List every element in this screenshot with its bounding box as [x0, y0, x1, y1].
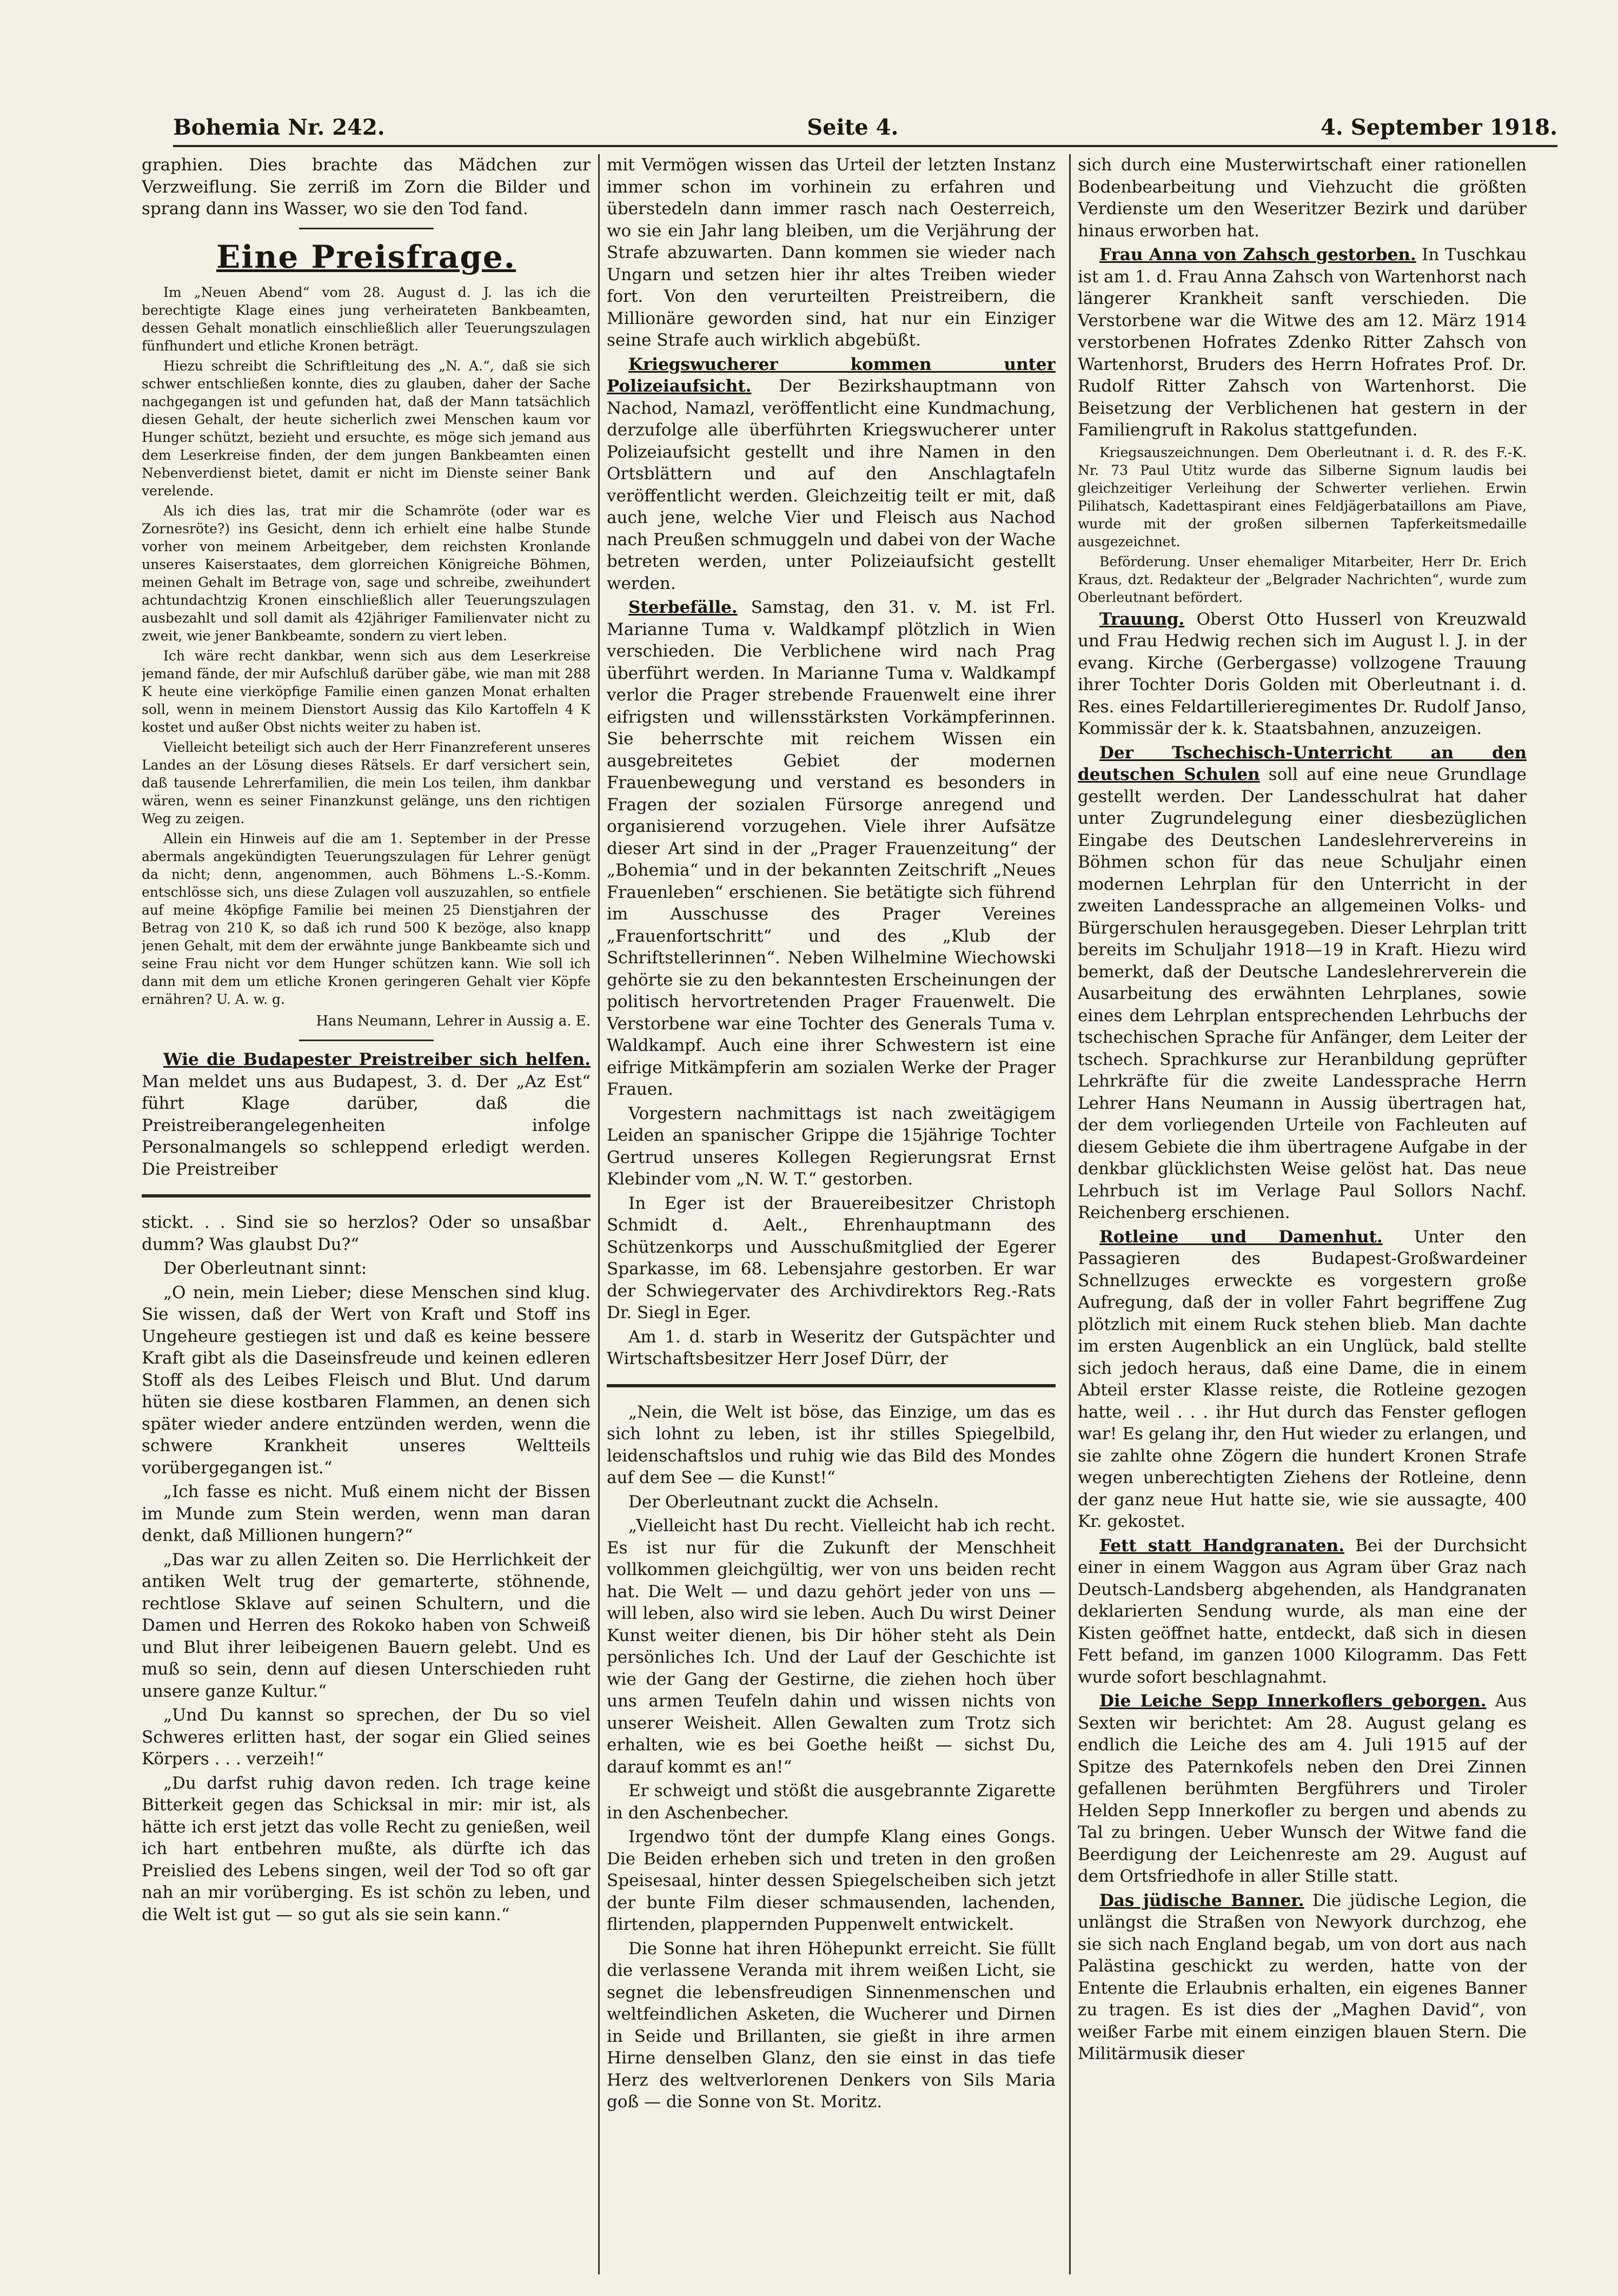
header-page-number: Seite 4.	[807, 114, 899, 140]
article-text	[607, 597, 1056, 1101]
article-text	[1078, 742, 1527, 1224]
column-rule	[1069, 154, 1071, 2274]
article-text: graphien. Dies brachte das Mädchen zur Verzweiflung. Sie zerriß im Zorn die Bilder und sprang dann ins Wasser, wo sie den Tod fand.	[142, 155, 591, 219]
article-lead: Sterbefälle.	[628, 598, 738, 617]
feuilleton-divider	[607, 1384, 1056, 1387]
article-body: Unter den Passagieren des Budapest-Großwardeiner Schnellzuges erweckte es vorgestern große Aufregung, daß der in voller Fahrt begriffene Zug plötzlich mit einem Ruck stehen blieb. Man dachte im ersten Augenblick an ein Unglück, bald stellte sich jedoch heraus, daß eine Dame, die in einem Abteil erster Klasse reiste, die Rotleine gezogen hatte, weil . . . ihr Hut durch das Fenster geflogen war! Es gelang ihr, den Hut wieder zu erlangen, und sie zahlte ohne Zögern die hundert Kronen Strafe wegen unberechtigten Ziehens der Rotleine, denn der ganz neue Hut hatte sie, wie sie aussagte, 400 Kr. gekostet.	[1078, 1227, 1527, 1531]
article-text	[1078, 1690, 1527, 1888]
article-text: Vorgestern nachmittags ist nach zweitägigem Leiden an spanischer Grippe die 15jährige Tochter Gertrud unseres Kollegen Regierungsrat Ernst Klebinder vom „N. W. T.“ gestorben.	[607, 1103, 1056, 1189]
header-date: 4. September 1918.	[1321, 114, 1557, 140]
article-body: Bei der Durchsicht einer in einem Waggon aus Agram über Graz nach Deutsch-Landsberg abgehenden, als Handgranaten deklarierten Sendung wurde, als man eine der Kisten geöffnet hatte, entdeckt, daß sich in diesen Fett befand, im ganzen 1000 Kilogramm. Das Fett wurde sofort beschlagnahmt.	[1078, 1536, 1527, 1687]
column-3	[1078, 154, 1527, 2274]
column-2	[607, 154, 1056, 2274]
column-1	[142, 154, 591, 2274]
page-header	[173, 111, 1557, 143]
article-text	[1078, 244, 1527, 441]
header-paper-issue: Bohemia Nr. 242.	[173, 114, 385, 140]
header-rule	[173, 145, 1557, 147]
article-lead: Rotleine und Damenhut.	[1099, 1227, 1383, 1247]
feuilleton-text: Irgendwo tönt der dumpfe Klang eines Gongs. Die Beiden erheben sich und treten in den großen Speisesaal, hinter dessen Spiegelscheiben sich jetzt der bunte Film dieser schmausenden, lachenden, flirtenden, plappernden Puppenwelt entwickelt.	[607, 1827, 1056, 1934]
article-lead: Die Leiche Sepp Innerkoflers geborgen.	[1099, 1691, 1487, 1711]
feuilleton-text: stickt. . . Sind sie so herzlos? Oder so unsaßbar dumm? Was glaubst Du?“	[142, 1213, 591, 1254]
article-text	[1078, 1890, 1527, 2065]
column-rule	[598, 154, 600, 2274]
article-heading: Eine Preisfrage.	[216, 238, 516, 275]
article-lead: Wie die Budapester Preistreiber sich helfen.	[163, 1050, 591, 1069]
article-text: In Eger ist der Brauereibesitzer Christoph Schmidt d. Aelt., Ehrenhauptmann des Schützenkorps und Ausschußmitglied der Egerer Sparkasse, im 68. Lebensjahre gestorben. Er war der Schwiegervater des Archivdirektors Reg.-Rats Dr. Siegl in Eger.	[607, 1193, 1056, 1322]
feuilleton-text: Der Oberleutnant sinnt:	[163, 1259, 367, 1278]
feuilleton-text: „Du darfst ruhig davon reden. Ich trage keine Bitterkeit gegen das Schicksal in mir: mir ist, als hätte ich erst jetzt das volle Recht zu genießen, weil ich hart entbehren mußte, als dürfte ich das Preislied des Lebens singen, weil der Tod so oft gar nah an mir vorüberging. Es ist schön zu leben, und die Welt ist gut — so gut als sie sein kann.“	[142, 1773, 591, 1924]
feuilleton-text: „Nein, die Welt ist böse, das Einzige, um das es sich lohnt zu leben, ist ihr stilles Spiegelbild, leidenschaftslos und ruhig wie das Bild des Mondes auf dem See — die Kunst!“	[607, 1402, 1056, 1487]
feuilleton-text: „Das war zu allen Zeiten so. Die Herrlichkeit der antiken Welt trug der gemarterte, stöhnende, rechtlose Sklave auf seinen Schultern, und die Damen und Herren des Rokoko haben von Schweiß und Blut ihrer leibeigenen Bauern gelebt. Und es muß so sein, denn auf diesen Unterschieden ruht unsere ganze Kultur.“	[142, 1550, 591, 1701]
article-text	[142, 1049, 591, 1180]
feuilleton-text: „Ich fasse es nicht. Muß einem nicht der Bissen im Munde zum Stein werden, wenn man daran denkt, daß Millionen hungern?“	[142, 1482, 591, 1545]
article-lead: Kriegswucherer kommen unter Polizeiaufsicht.	[607, 354, 1056, 396]
feuilleton-text: Der Oberleutnant zuckt die Achseln.	[628, 1492, 939, 1512]
article-text: sich durch eine Musterwirtschaft einer rationellen Bodenbearbeitung und Viehzucht die größten Verdienste um den Weseritzer Bezirk und darüber hinaus erworben hat.	[1078, 155, 1527, 241]
article-text: Vielleicht beteiligt sich auch der Herr Finanzreferent unseres Landes an der Lösung dieses Rätsels. Er darf versichert sein, daß tausende Lehrerfamilien, die mein Los teilen, ihm dankbar wären, wenn es seiner Finanzkunst gelänge, uns den richtigen Weg zu zeigen.	[142, 739, 591, 826]
feuilleton-text: Die Sonne hat ihren Höhepunkt erreicht. Sie füllt die verlassene Veranda mit ihrem weißen Licht, sie segnet die lebensfreudigen Sinnenmenschen und weltfeindlichen Asketen, die Wucherer und Dirnen in Seide und Brillanten, sie gießt in ihre armen Hirne denselben Glanz, den sie einst in das tiefe Herz des weltverlorenen Denkers von Sils Maria goß — die Sonne von St. Moritz.	[607, 1938, 1056, 2112]
article-text: Kriegsauszeichnungen. Dem Oberleutnant i. d. R. des F.-K. Nr. 73 Paul Utitz wurde das Silberne Signum laudis bei gleichzeitiger Verleihung der Schwerter verliehen. Erwin Pilihatsch, Kadettaspirant eines Feldjägerbataillons am Piave, wurde mit der großen silbernen Tapferkeitsmedaille ausgezeichnet.	[1078, 444, 1527, 550]
feuilleton-text: „Und Du kannst so sprechen, der Du so viel Schweres erlitten hast, der sogar ein Glied seines Körpers . . . verzeih!“	[142, 1705, 591, 1769]
article-lead: Fett statt Handgranaten.	[1099, 1536, 1344, 1556]
article-body: In Tuschkau ist am 1. d. Frau Anna Zahsch von Wartenhorst nach längerer Krankheit sanft verschieden. Die Verstorbene war die Witwe des am 12. März 1914 verstorbenen Hofrates Zdenko Ritter Zahsch von Wartenhorst, Bruders des Herrn Hofrates Prof. Dr. Rudolf Ritter Zahsch von Wartenhorst. Die Beisetzung der Verblichenen hat gestern in der Familiengruft in Rakolus stattgefunden.	[1078, 245, 1527, 440]
article-text: Ich wäre recht dankbar, wenn sich aus dem Leserkreise jemand fände, der mir Aufschluß darüber gäbe, wie man mit 288 K heute eine vierköpfige Familie einen ganzen Monat erhalten soll, wenn in meinem Dienstort Aussig das Kilo Kartoffeln 4 K kostet und außer Obst nichts weiter zu haben ist.	[142, 647, 591, 735]
feuilleton-text: Er schweigt und stößt die ausgebrannte Zigarette in den Aschenbecher.	[607, 1781, 1056, 1823]
article-text	[1078, 608, 1527, 740]
article-signature: Hans Neumann, Lehrer in Aussig a. E.	[316, 1013, 591, 1029]
article-lead: Das jüdische Banner.	[1099, 1890, 1304, 1910]
column-divider	[299, 228, 434, 229]
article-lead: Der Tschechisch-Unterricht an den deutschen Schulen	[1078, 743, 1527, 784]
article-lead: Frau Anna von Zahsch gestorben.	[1099, 245, 1416, 264]
feuilleton-text: „Vielleicht hast Du recht. Vielleicht hab ich recht. Es ist nur für die Zukunft der Menschheit vollkommen gleichgültig, wer von uns beiden recht hat. Die Welt — und dazu gehört jeder von uns — will leben, also wird sie leben. Auch Du wirst Deiner Kunst weiter dienen, bis Dir höher steht als Dein persönliches Ich. Und der Lauf der Geschichte ist wie der Gang der Gestirne, die ziehen hoch über uns armen Teufeln dahin und wissen nichts von unserer Weisheit. Allen Gewalten zum Trotz sich erhalten, wie es bei Goethe heißt — sichst Du, darauf kommt es an!“	[607, 1516, 1056, 1777]
article-text	[1078, 1226, 1527, 1533]
article-body: Die jüdische Legion, die unlängst die Straßen von Newyork durchzog, ehe sie sich nach England begab, um von dort aus nach Palästina geschickt zu werden, hatte von der Entente die Erlaubnis erhalten, ein eigenes Banner zu tragen. Es ist dies der „Maghen David“, von weißer Farbe mit einem einzigen blauen Stern. Die Militärmusik dieser	[1078, 1890, 1527, 2063]
feuilleton-text: „O nein, mein Lieber; diese Menschen sind klug. Sie wissen, daß der Wert von Kraft und Stoff ins Ungeheure gestiegen ist und daß es keine bessere Kraft gibt als die Daseinsfreude und keinen edleren Stoff als des Leibes Fleisch und Blut. Und darum hüten sie diese kostbaren Flammen, an denen sich später wieder andere entzünden werden, wenn die schwere Krankheit unseres Weltteils vorübergegangen ist.“	[142, 1282, 591, 1478]
article-text: Beförderung. Unser ehemaliger Mitarbeiter, Herr Dr. Erich Kraus, dzt. Redakteur der „Belgrader Nachrichten“, wurde zum Oberleutnant befördert.	[1078, 553, 1527, 605]
column-divider	[299, 1040, 434, 1041]
article-text	[1078, 1535, 1527, 1689]
article-body: Man meldet uns aus Budapest, 3. d. Der „Az Est“ führt Klage darüber, daß die Preistreiberangelegenheiten infolge Personalmangels so schleppend erledigt werden. Die Preistreiber	[142, 1071, 591, 1179]
feuilleton-divider	[142, 1194, 591, 1197]
article-text	[607, 354, 1056, 595]
article-body: Aus Sexten wir berichtet: Am 28. August gelang es endlich die Leiche des am 4. Juli 1915 auf der Spitze des Paternkofels neben den Drei Zinnen gefallenen berühmten Bergführers und Tiroler Helden Sepp Innerkofler zu bergen und abends zu Tal zu bringen. Ueber Wunsch der Witwe fand die Beerdigung der Leichenreste am 29. August auf dem Ortsfriedhofe in aller Stille statt.	[1078, 1691, 1527, 1886]
article-text: mit Vermögen wissen das Urteil der letzten Instanz immer schon im vorhinein zu erfahren und überstedeln dann immer rasch nach Oesterreich, wo sie ein Jahr lang bleiben, um die Verjährung der Strafe abzuwarten. Dann kommen sie wieder nach Ungarn und setzen hier ihr altes Treiben wieder fort. Von den verurteilten Preistreibern, die Millionäre geworden sind, hat nur ein Einziger seine Strafe auch wirklich abgebüßt.	[607, 155, 1056, 350]
article-body: Der Bezirkshauptmann von Nachod, Namazl, veröffentlicht eine Kundmachung, derzufolge alle überführten Kriegswucherer unter Polizeiaufsicht gestellt und ihre Namen in den Ortsblättern und auf den Anschlagtafeln veröffentlicht werden. Gleichzeitig teilt er mit, daß auch jene, welche Vier und Fleisch aus Nachod nach Preußen schmuggeln und dabei von der Wache betreten werden, unter Polizeiaufsicht gestellt werden.	[607, 376, 1056, 593]
article-body: Samstag, den 31. v. M. ist Frl. Marianne Tuma v. Waldkampf plötzlich in Wien verschieden. Die Verblichene wird nach Prag überführt werden. In Marianne Tuma v. Waldkampf verlor die Prager strebende Frauenwelt eine ihrer eifrigsten und willensstärksten Vorkämpferinnen. Sie beherrschte mit reichem Wissen ein ausgebreitetes Gebiet der modernen Frauenbewegung und verstand es besonders in Fragen der sozialen Fürsorge anregend und organisierend vorzugehen. Viele ihrer Aufsätze dieser Art sind in der „Prager Frauenzeitung“ der „Bohemia“ und in der bekannten Zeitschrift „Neues Frauenleben“ erschienen. Sie betätigte sich führend im Ausschusse des Prager Vereines „Frauenfortschritt“ und des „Klub der Schriftstellerinnen“. Neben Wilhelmine Wiechowski gehörte sie zu den bekanntesten Erscheinungen der politisch hervortretenden Prager Frauenwelt. Die Verstorbene war eine Tochter des Generals Tuma v. Waldkampf. Auch eine ihrer Schwestern ist eine eifrige Mitkämpferin am sozialen Werke der Prager Frauen.	[607, 598, 1056, 1099]
article-text: Allein ein Hinweis auf die am 1. September in der Presse abermals angekündigten Teuerungszulagen für Lehrer genügt da nicht; denn, angenommen, auch Böhmens L.-S.-Komm. entschlösse sich, uns diese Zulagen voll auszuzahlen, so entfiele auf meine 4köpfige Familie bei meinen 25 Dienstjahren der Betrag von 210 K, so daß ich rund 500 K bezöge, also knapp jenen Gehalt, mit dem der erwähnte junge Bankbeamte sich und seine Frau nicht vor dem Hunger schützen kann. Wie soll ich dann mit dem um etliche Kronen geringeren Gehalt vier Köpfe ernähren? U. A. w. g.	[142, 830, 591, 1007]
article-text: Im „Neuen Abend“ vom 28. August d. J. las ich die berechtigte Klage eines jung verheirateten Bankbeamten, dessen Gehalt monatlich einschließlich aller Teuerungszulagen fünfhundert und etliche Kronen beträgt.	[142, 284, 591, 354]
article-body: soll auf eine neue Grundlage gestellt werden. Der Landesschulrat hat daher unter Zugrundelegung einer diesbezüglichen Eingabe des Deutschen Landeslehrervereins in Böhmen schon für das neue Schuljahr einen modernen Lehrplan für den Unterricht in der zweiten Landessprache an allgemeinen Volks- und Bürgerschulen herausgegeben. Dieser Lehrplan tritt bereits im Schuljahr 1918—19 in Kraft. Hiezu wird bemerkt, daß der Deutsche Landeslehrerverein die Ausarbeitung des erwähnten Lehrplanes, sowie eines dem Lehrplan entsprechenden Lehrbuchs der tschechischen Sprache für Anfänger, dem Leiter der tschech. Sprachkurse zur Heranbildung geprüfter Lehrkräfte für die zweite Landessprache Herrn Lehrer Hans Neumann in Aussig übertragen hat, der dem vorliegenden Urteile von Fachleuten auf diesem Gebiete die ihm übertragene Aufgabe in der denkbar glücklichsten Weise gelöst hat. Das neue Lehrbuch ist im Verlage Paul Sollors Nachf. Reichenberg erschienen.	[1078, 765, 1527, 1222]
article-text: Als ich dies las, trat mir die Schamröte (oder war es Zornesröte?) ins Gesicht, denn ich erhielt eine halbe Stunde vorher von meinem Arbeitgeber, dem reichsten Kronlande unseres Kaiserstaates, dem glorreichen Königreiche Böhmen, meinen Gehalt im Betrage von, sage und schreibe, zweihundert achtundachtzig Kronen einschließlich aller Teuerungszulagen ausbezahlt und soll damit als 42jähriger Familienvater nicht zu zweit, wie jener Bankbeamte, sondern zu viert leben.	[142, 502, 591, 644]
article-body: Oberst Otto Husserl von Kreuzwald und Frau Hedwig rechen sich im August l. J. in der evang. Kirche (Gerbergasse) vollzogene Trauung ihrer Tochter Doris Golden mit Oberleutnant i. d. Res. eines Feldartillerieregimentes Dr. Rudolf Janso, Kommissär der k. k. Staatsbahnen, anzuzeigen.	[1078, 609, 1527, 738]
article-text: Am 1. d. starb in Weseritz der Gutspächter und Wirtschaftsbesitzer Herr Josef Dürr, der	[607, 1327, 1056, 1368]
article-lead: Trauung.	[1099, 609, 1185, 629]
article-text: Hiezu schreibt die Schriftleitung des „N. A.“, daß sie sich schwer entschließen konnte, dies zu glauben, daher der Sache nachgegangen ist und gefunden hat, daß der Mann tatsächlich diesen Gehalt, der heute sicherlich zwei Menschen kaum vor Hunger schützt, bezieht und ersuchte, es möge sich jemand aus dem Leserkreise finden, der dem jungen Bankbeamten einen Nebenverdienst bietet, damit er nicht im Dienste seiner Bank verelende.	[142, 358, 591, 499]
